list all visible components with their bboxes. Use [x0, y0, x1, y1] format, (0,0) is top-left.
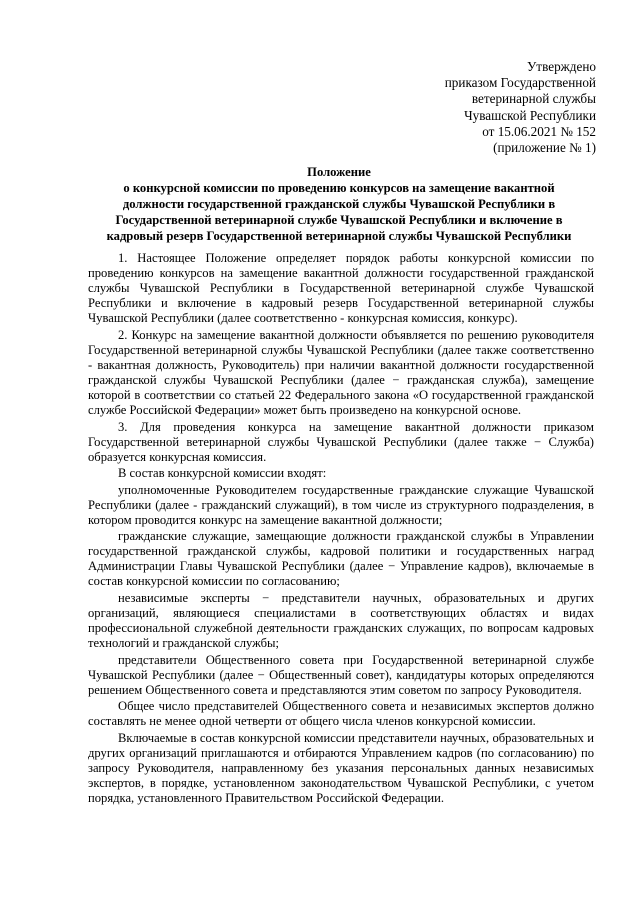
paragraph-composition-item: уполномоченные Руководителем государственные гражданские служащие Чувашской Республики (далее - гражданский служащий), в том числе из структурного подразделения, в котором проводится конкурс на замещение вакантной должности;	[88, 482, 594, 527]
approval-stamp	[445, 59, 596, 156]
approval-line: (приложение № 1)	[493, 140, 596, 156]
title-line: должности государственной гражданской службы Чувашской Республики в	[122, 197, 556, 212]
title-line: кадровый резерв Государственной ветеринарной службы Чувашской Республики	[106, 229, 572, 244]
paragraph-quota: Общее число представителей Общественного совета и независимых экспертов должно составлять не менее одной четверти от общего числа членов конкурсной комиссии.	[88, 699, 594, 729]
document-title	[88, 164, 590, 244]
title-line: Положение	[307, 165, 371, 179]
approval-line: от 15.06.2021 № 152	[482, 123, 596, 139]
paragraph-composition-intro: В состав конкурсной комиссии входят:	[118, 466, 327, 481]
paragraph-composition-item: представители Общественного совета при Государственной ветеринарной службе Чувашской Республики (далее − Общественный совет), кандидатуры которых определяются решением Общественного совета и представляются этим советом по запросу Руководителя.	[88, 652, 594, 697]
paragraph-composition-item: независимые эксперты − представители научных, образовательных и других организаций, являющиеся специалистами в соответствующих областях и видах профессиональной служебной деятельности гражданских служащих, по вопросам кадровых технологий и гражданской службы;	[88, 591, 594, 651]
approval-line: приказом Государственной	[444, 75, 596, 91]
approval-line: Чувашской Республики	[464, 107, 596, 123]
title-line: Государственной ветеринарной службе Чувашской Республики и включение в	[115, 213, 563, 228]
paragraph-experts: Включаемые в состав конкурсной комиссии представители научных, образовательных и других организаций приглашаются и отбираются Управлением кадров (по согласованию) по запросу Руководителя, направленному без указания персональных данных независимых экспертов, в порядке, установленном законодательством Чувашской Республики, с учетом порядка, установленного Правительством Российской Федерации.	[88, 730, 594, 806]
paragraph-1: 1. Настоящее Положение определяет порядок работы конкурсной комиссии по проведению конкурсов на замещение вакантной должности государственной гражданской службы Чувашской Республики в Государственной ветеринарной службе Чувашской Республики и включение в кадровый резерв Государственной ветеринарной службы Чувашской Республики (далее соответственно - конкурсная комиссия, конкурс).	[88, 251, 594, 326]
paragraph-composition-item: гражданские служащие, замещающие должности гражданской службы в Управлении государственной гражданской службы, кадровой политики и государственных наград Администрации Главы Чувашской Республики (далее − Управление кадров), включаемые в состав конкурсной комиссии по согласованию;	[88, 529, 594, 589]
paragraph-3: 3. Для проведения конкурса на замещение вакантной должности приказом Государственной ветеринарной службы Чувашской Республики (далее также − Служба) образуется конкурсная комиссия.	[88, 419, 594, 464]
paragraph-2: 2. Конкурс на замещение вакантной должности объявляется по решению руководителя Государственной ветеринарной службы Чувашской Республики (далее также соответственно - вакантная должность, Руководитель) при наличии вакантной должности государственной гражданской службы Чувашской Республики (далее − гражданская служба), замещение которой в соответствии со статьей 22 Федерального закона «О государственной гражданской службе Российской Федерации» может быть произведено на конкурсной основе.	[88, 327, 594, 417]
title-line: о конкурсной комиссии по проведению конкурсов на замещение вакантной	[123, 181, 555, 196]
approval-line: Утверждено	[526, 59, 596, 74]
approval-line: ветеринарной службы	[471, 91, 596, 107]
document-body	[88, 251, 594, 808]
